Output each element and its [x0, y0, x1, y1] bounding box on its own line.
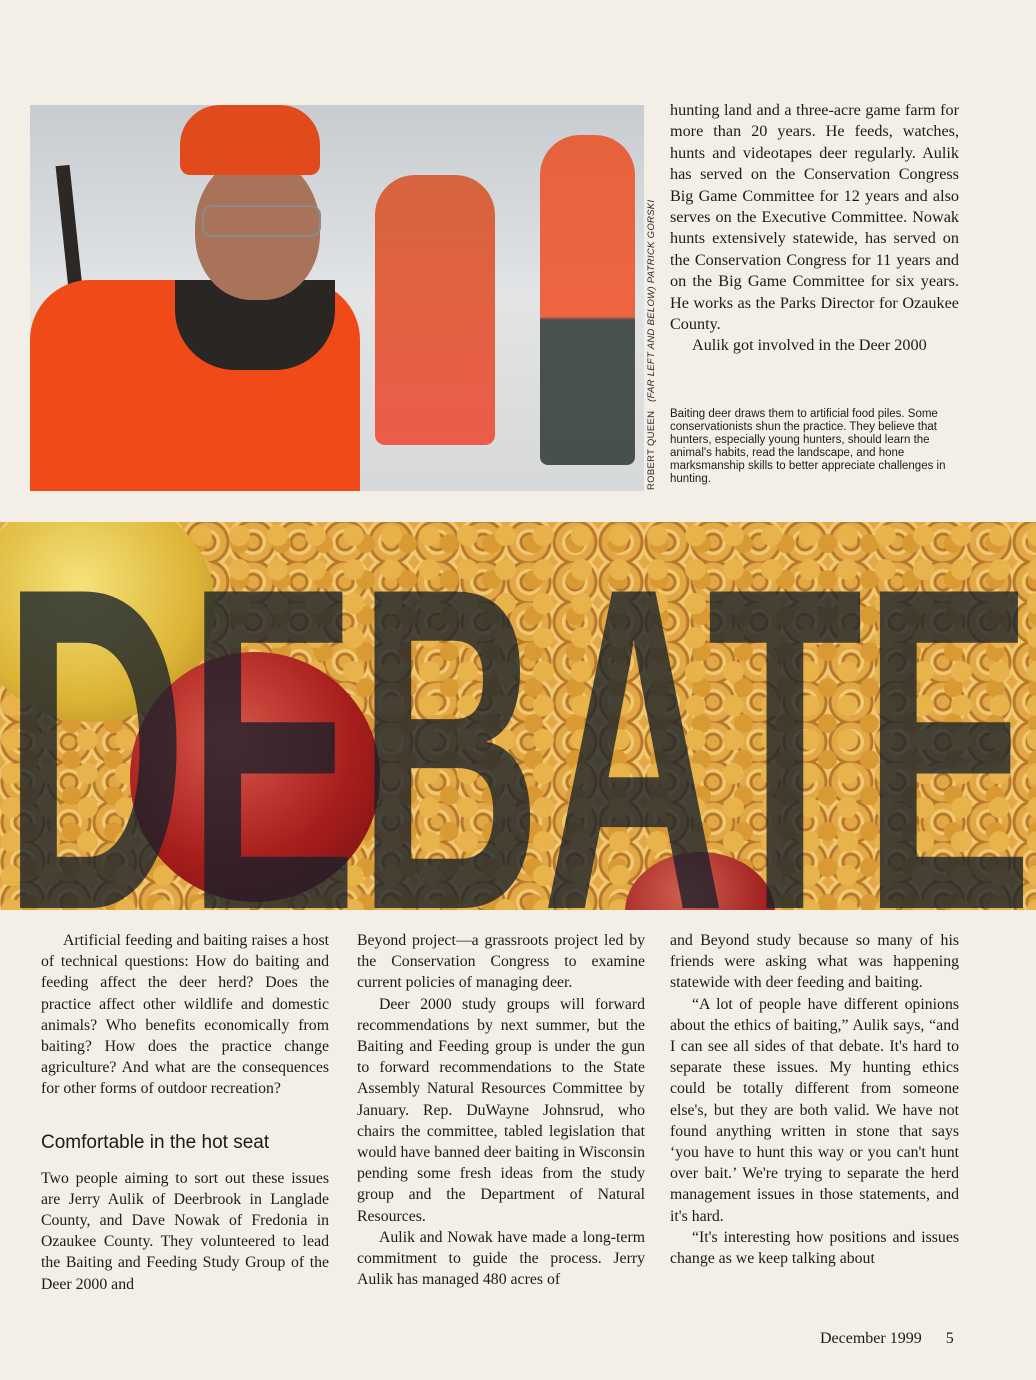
hunters-photo — [30, 105, 644, 491]
debate-word: DEBATE — [3, 522, 1033, 910]
debate-letterforms — [0, 522, 1036, 910]
photo-caption: Baiting deer draws them to artificial food piles. Some conservationists shun the practice. They believe that hunters, especially young hunters, should learn the animal's habits, read the landscape, and hone marksmanship skills to better appreciate challenges in hunting. — [670, 408, 946, 485]
background-hunter-figure — [540, 135, 635, 465]
issue-date: December 1999 — [820, 1330, 922, 1347]
paragraph: hunting land and a three-acre game farm for more than 20 years. He feeds, watches, hunts and videotapes deer regularly. Aulik has served on the Conservation Congress Big Game Committee for 12 years and also serves on the Executive Committee. Nowak hunts extensively statewide, has served on the Conservation Congress for 11 years and on the Big Game Committee for six years. He works as the Parks Director for Ozaukee County. — [670, 101, 959, 334]
column-1 — [41, 930, 329, 1295]
top-right-column — [670, 100, 959, 357]
photo-credit-name: ROBERT QUEEN — [646, 410, 657, 490]
hunter-glasses — [202, 205, 321, 237]
background-hunter-figure — [375, 175, 495, 445]
photo-credit-note: (FAR LEFT AND BELOW) PATRICK GORSKI — [646, 199, 657, 402]
page-number: 5 — [945, 1330, 954, 1347]
paragraph: “It's interesting how positions and issues change as we keep talking about — [670, 1228, 959, 1268]
paragraph: “A lot of people have different opinions about the ethics of baiting,” Aulik says, “and I can see all sides of that debate. It's hard to separate these issues. My hunting ethics could be totally different from someone else's, but they are both valid. We have not found anything written in stone that says ‘you have to hunt this way or you can't hunt over bait.’ We're trying to separate the herd management issues in those statements, and it's hard. — [670, 995, 959, 1225]
paragraph: Beyond project—a grassroots project led by the Conservation Congress to examine current policies of managing deer. — [357, 932, 645, 992]
hunter-hat — [180, 105, 320, 175]
debate-banner — [0, 522, 1036, 910]
photo-credit — [646, 190, 657, 490]
column-2 — [357, 930, 645, 1290]
column-3 — [670, 930, 959, 1269]
paragraph: Two people aiming to sort out these issues are Jerry Aulik of Deerbrook in Langlade County, and Dave Nowak of Fredonia in Ozaukee County. They volunteered to lead the Baiting and Feeding Study Group of the Deer 2000 and — [41, 1169, 329, 1293]
page-footer — [820, 1330, 954, 1348]
paragraph: Aulik and Nowak have made a long-term commitment to guide the process. Jerry Aulik has managed 480 acres of — [357, 1228, 645, 1289]
paragraph: Deer 2000 study groups will forward recommendations by next summer, but the Baiting and Feeding group is under the gun to forward recommendations to the State Assembly Natural Resources Committee by January. Rep. DuWayne Johnsrud, who chairs the committee, tabled legislation that would have banned deer baiting in Wisconsin pending some fresh ideas from the study group and the Department of Natural Resources. — [357, 995, 645, 1225]
subheading: Comfortable in the hot seat — [41, 1131, 270, 1153]
paragraph: and Beyond study because so many of his friends were asking what was happening statewide with deer feeding and baiting. — [670, 932, 959, 992]
paragraph: Artificial feeding and baiting raises a host of technical questions: How do baiting and feeding affect the deer herd? Does the practice affect other wildlife and domestic animals? Who benefits economically from baiting? How does the practice change agriculture? And what are the consequences for other forms of outdoor recreation? — [41, 932, 329, 1098]
paragraph: Aulik got involved in the Deer 2000 — [692, 336, 927, 355]
